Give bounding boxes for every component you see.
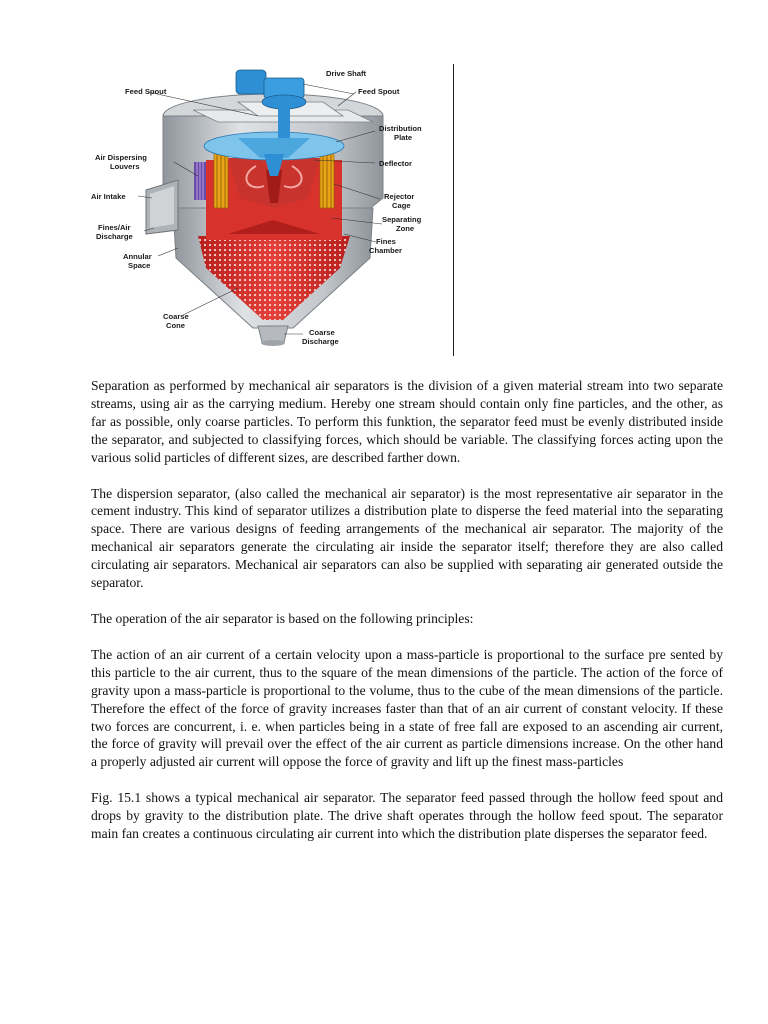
- coarse-cone: [198, 236, 350, 320]
- label-air-intake: Air Intake: [91, 192, 126, 201]
- label-annular: Annular: [123, 252, 152, 261]
- label-rejector: Rejector: [384, 192, 415, 201]
- label-fines: Fines: [376, 237, 396, 246]
- label-deflector: Deflector: [379, 159, 412, 168]
- paragraph-1: Separation as performed by mechanical air separators is the division of a given material stream into two separate streams, using air as the carrying medium. Hereby one stream should contain only fine particles, and the other, as far as possible, only coarse particles. To perform this funktion, the separator feed must be evenly distributed inside the separator, and subjected to classifying forces, which should be variable. The classifying forces acting upon the various solid particles of different sizes, are described farther down.: [91, 378, 723, 465]
- label-coarse-discharge-1: Coarse: [309, 328, 335, 337]
- label-coarse: Coarse: [163, 312, 189, 321]
- label-zone: Zone: [396, 224, 415, 233]
- vertical-divider: [453, 64, 454, 356]
- label-cone: Cone: [166, 321, 185, 330]
- label-air-dispersing: Air Dispersing: [95, 153, 147, 162]
- paragraph-2: The dispersion separator, (also called the mechanical air separator) is the most representative air separator in the cement industry. This kind of separator utilizes a distribution plate to disperse the feed material into the separating space. There are various designs of feeding arrangements of the mechanical air separator. The majority of the mechanical air separators generate the circulating air inside the separator itself; therefore they are also called circulating air separators. Mechanical air separators can also be supplied with separating air generated outside the separator.: [91, 485, 723, 591]
- label-drive-shaft: Drive Shaft: [326, 69, 367, 78]
- air-dispersing-louvers: [194, 162, 206, 200]
- label-feed-spout-left: Feed Spout: [125, 87, 167, 96]
- label-louvers: Louvers: [110, 162, 140, 171]
- paragraph-3: The operation of the air separator is based on the following principles:: [91, 610, 474, 626]
- label-feed-spout-right: Feed Spout: [358, 87, 400, 96]
- label-cage: Cage: [392, 201, 411, 210]
- paragraph-5: Fig. 15.1 shows a typical mechanical air separator. The separator feed passed through the hollow feed spout and drops by gravity to the distribution plate. The drive shaft operates through the hollow feed spout. The separator main fan creates a continuous circulating air current into which the distribution plate disperses the separator feed.: [91, 790, 723, 842]
- air-intake-duct: [146, 180, 178, 234]
- paragraph-4: The action of an air current of a certain velocity upon a mass-particle is proportional to the surface pre sented by this particle to the air current, thus to the square of the mean dimensions of the particle. The action of the force of gravity upon a mass-particle is proportional to the volume, thus to the cube of the mean dimensions of the particle. Therefore the effect of the force of gravity increases faster than that of an air current of constant velocity. If these two forces are concurrent, i. e. when particles being in a state of free fall are exposed to an ascending air current, the force of gravity will prevail over the effect of the air current as particle dimensions increase. On the other hand a properly adjusted air current will oppose the force of gravity and lift up the finest mass-particles: [91, 646, 723, 770]
- label-separating: Separating: [382, 215, 422, 224]
- label-distribution: Distribution: [379, 124, 422, 133]
- label-discharge: Discharge: [96, 232, 133, 241]
- label-fines-air: Fines/Air: [98, 223, 131, 232]
- air-separator-diagram: [88, 58, 448, 358]
- label-space: Space: [128, 261, 151, 270]
- label-coarse-discharge-2: Discharge: [302, 337, 339, 346]
- label-plate: Plate: [394, 133, 413, 142]
- body-text: [91, 377, 723, 861]
- label-chamber: Chamber: [369, 246, 402, 255]
- air-separator-figure: [88, 58, 448, 358]
